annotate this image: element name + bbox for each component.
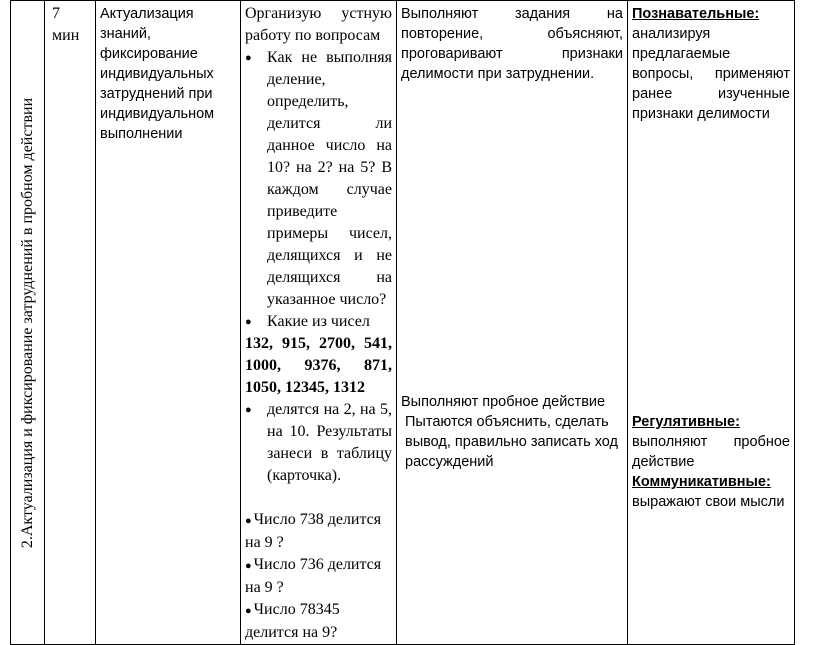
teacher-question-2-numbers: 132, 915, 2700, 541, 1000, 9376, 871, 1050, 12345, 1312 — [245, 335, 392, 396]
teacher-question-3: делятся на 2, на 5, на 10. Результаты занеси в таблицу (карточка). — [267, 401, 392, 484]
communicative-title: Коммуникативные: — [632, 474, 771, 490]
list-item — [245, 599, 392, 644]
students-text-3: Пытаются объяснить, сделать вывод, правильно записать ход рассуждений — [405, 414, 619, 470]
spacer — [401, 84, 623, 392]
bullet-icon: ● — [245, 515, 252, 527]
list-item — [245, 47, 392, 311]
students-activity — [397, 1, 627, 472]
stage-label: 2.Актуализация и фиксирование затруднений в пробном действии — [18, 97, 36, 548]
students-text-2: Выполняют пробное действие — [401, 394, 606, 410]
teacher-activity-cell — [241, 1, 397, 645]
bullet-icon: ● — [245, 404, 252, 416]
list-item — [245, 554, 392, 599]
list-item — [245, 311, 392, 333]
list-item — [245, 399, 392, 487]
spacer — [245, 487, 392, 509]
students-text-1: Выполняют задания на повторение, объясняют, проговаривают признаки делимости при затруднении. — [401, 6, 623, 82]
teacher-question-5: Число 736 делится на 9 ? — [245, 556, 382, 596]
teacher-activity — [241, 1, 396, 644]
stage-name-text: Актуализация знаний, фиксирование индивидуальных затруднений при индивидуальном выполнении — [100, 6, 215, 142]
cognitive-title: Познавательные: — [632, 6, 760, 22]
bullet-icon: ● — [245, 316, 252, 328]
stage-name-cell — [96, 1, 241, 645]
students-activity-cell — [397, 1, 628, 645]
table-row — [11, 1, 795, 645]
list-item — [245, 509, 392, 554]
time-value: 7 мин — [52, 5, 80, 44]
uud-cell — [628, 1, 795, 645]
communicative-text: выражают свои мысли — [632, 494, 785, 510]
uud-content — [628, 1, 794, 512]
stage-cell — [11, 1, 45, 645]
teacher-question-2-intro: Какие из чисел — [267, 313, 370, 330]
time-cell — [45, 1, 96, 645]
bullet-icon: ● — [245, 560, 252, 572]
bullet-icon: ● — [245, 52, 252, 64]
teacher-question-4: Число 738 делится на 9 ? — [245, 511, 382, 551]
regulatory-title: Регулятивные: — [632, 414, 740, 430]
bullet-icon: ● — [245, 605, 252, 617]
cognitive-text: анализируя предлагаемые вопросы, применяют ранее изученные признаки делимости — [632, 26, 790, 122]
regulatory-text: выполняют пробное действие — [632, 434, 790, 470]
teacher-question-1: Как не выполняя деление, определить, делится ли данное число на 10? на 2? на 5? В каждом случае приведите примеры чисел, делящихся и не делящихся на указанное число? — [267, 49, 392, 308]
teacher-intro: Организую устную работу по вопросам — [245, 5, 392, 44]
lesson-plan-table — [10, 0, 795, 645]
teacher-question-6: Число 78345 делится на 9? — [245, 601, 340, 641]
spacer — [632, 124, 790, 412]
